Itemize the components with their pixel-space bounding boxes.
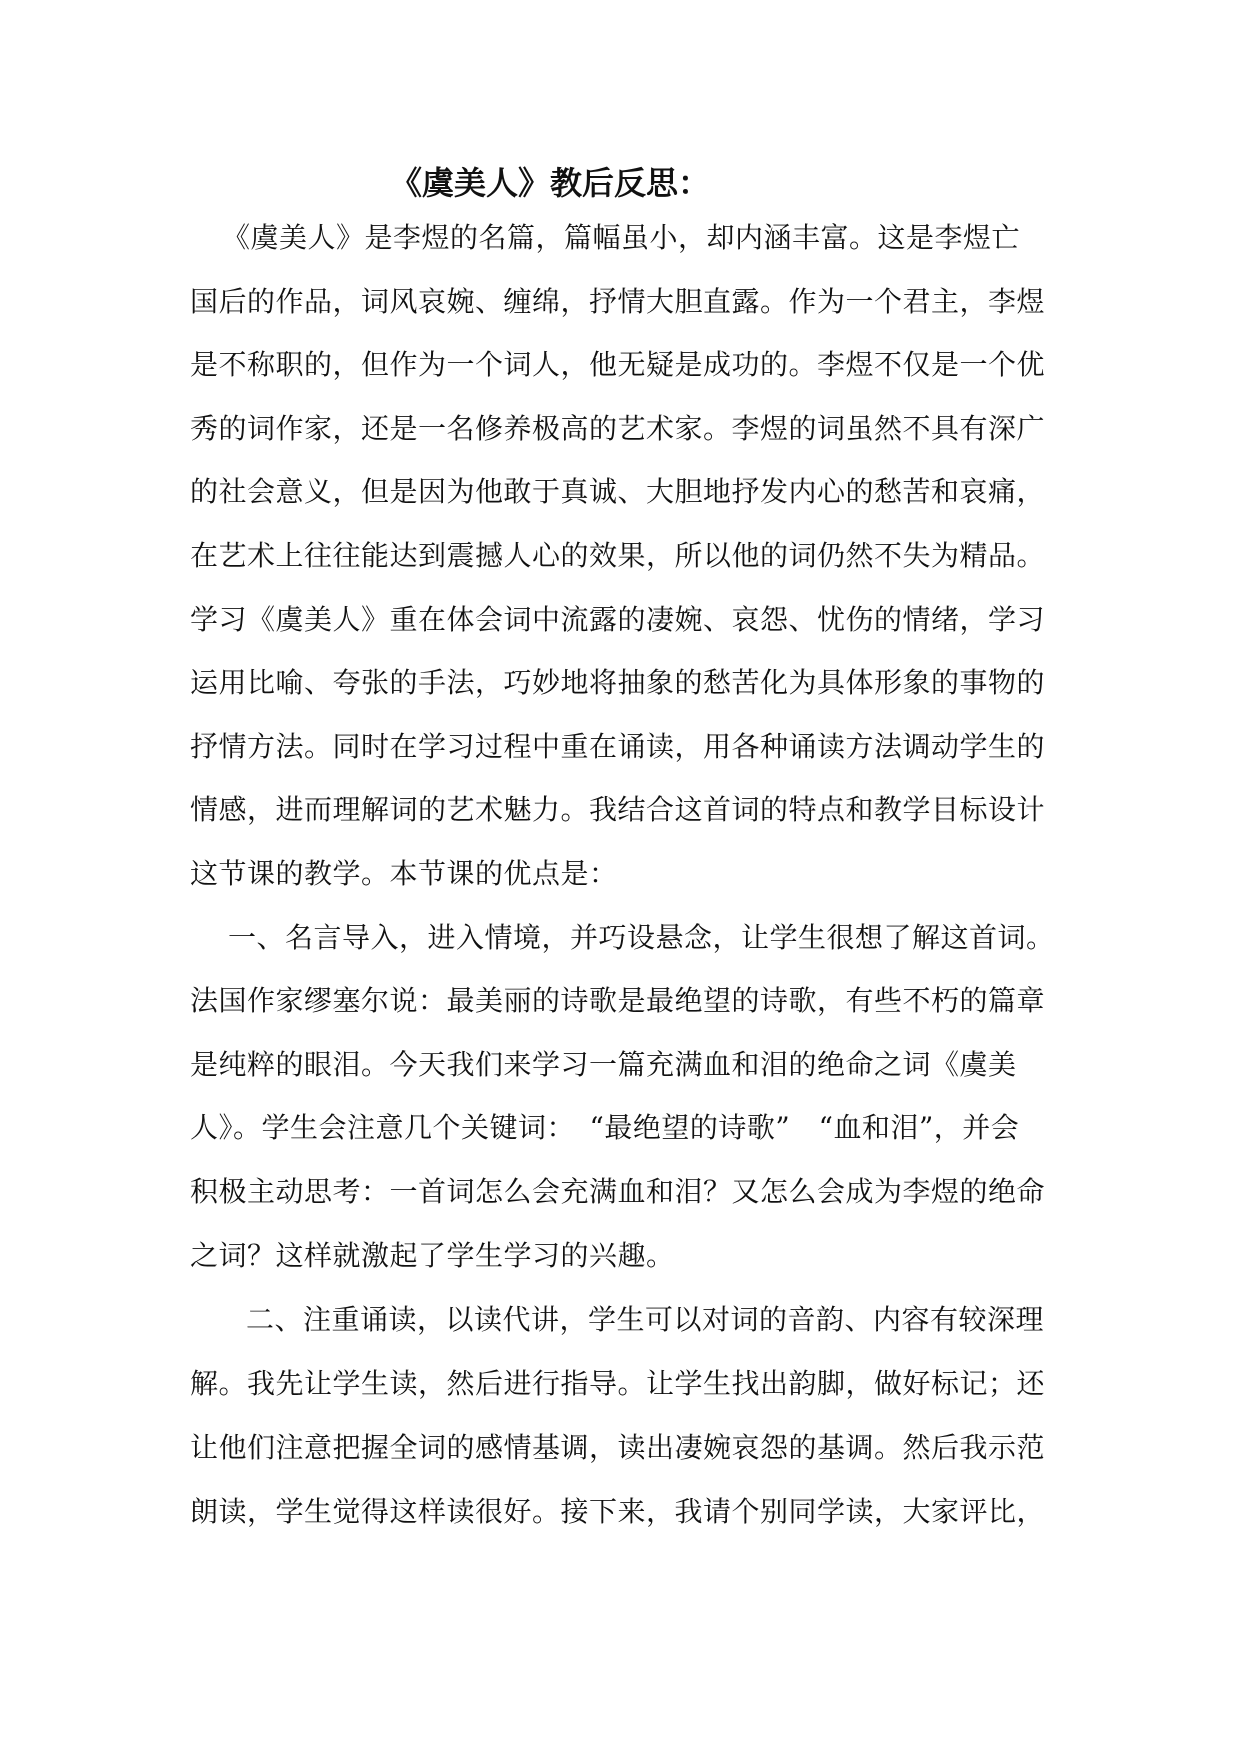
paragraph-line: 《虞美人》是李煜的名篇，篇幅虽小，却内涵丰富。这是李煜亡 <box>222 221 1021 254</box>
paragraph-line: 朗读，学生觉得这样读很好。接下来，我请个别同学读，大家评比， <box>190 1495 1046 1528</box>
paragraph-line: 让他们注意把握全词的感情基调，读出凄婉哀怨的基调。然后我示范 <box>190 1431 1046 1464</box>
paragraph-line: 法国作家缪塞尔说：最美丽的诗歌是最绝望的诗歌，有些不朽的篇章 <box>190 984 1046 1017</box>
paragraph-line: 是纯粹的眼泪。今天我们来学习一篇充满血和泪的绝命之词《虞美 <box>190 1048 1017 1081</box>
paragraph-line: 二、注重诵读，以读代讲，学生可以对词的音韵、内容有较深理 <box>246 1303 1045 1336</box>
paragraph-line: 解。我先让学生读，然后进行指导。让学生找出韵脚，做好标记；还 <box>190 1367 1046 1400</box>
paragraph-line: 情感，进而理解词的艺术魅力。我结合这首词的特点和教学目标设计 <box>190 793 1046 826</box>
paragraph-line: 抒情方法。同时在学习过程中重在诵读，用各种诵读方法调动学生的 <box>190 730 1046 763</box>
paragraph-line: 是不称职的，但作为一个词人，他无疑是成功的。李煜不仅是一个优 <box>190 348 1046 381</box>
paragraph-line: 人》。学生会注意几个关键词： “最绝望的诗歌” “血和泪”，并会 <box>190 1111 1020 1144</box>
paragraph-line: 国后的作品，词风哀婉、缠绵，抒情大胆直露。作为一个君主，李煜 <box>190 285 1046 318</box>
paragraph-line: 这节课的教学。本节课的优点是： <box>190 857 618 890</box>
paragraph-line: 运用比喻、夸张的手法，巧妙地将抽象的愁苦化为具体形象的事物的 <box>190 666 1046 699</box>
paragraph-line: 的社会意义，但是因为他敢于真诚、大胆地抒发内心的愁苦和哀痛， <box>190 475 1046 508</box>
paragraph-line: 学习《虞美人》重在体会词中流露的凄婉、哀怨、忧伤的情绪，学习 <box>190 603 1046 636</box>
paragraph-line: 积极主动思考：一首词怎么会充满血和泪？又怎么会成为李煜的绝命 <box>190 1175 1046 1208</box>
paragraph-line: 一、名言导入，进入情境，并巧设悬念，让学生很想了解这首词。 <box>228 921 1055 954</box>
page-title: 《虞美人》教后反思： <box>390 164 711 202</box>
paragraph-line: 之词？这样就激起了学生学习的兴趣。 <box>190 1239 675 1272</box>
paragraph-line: 秀的词作家，还是一名修养极高的艺术家。李煜的词虽然不具有深广 <box>190 412 1046 445</box>
paragraph-line: 在艺术上往往能达到震撼人心的效果，所以他的词仍然不失为精品。 <box>190 539 1046 572</box>
